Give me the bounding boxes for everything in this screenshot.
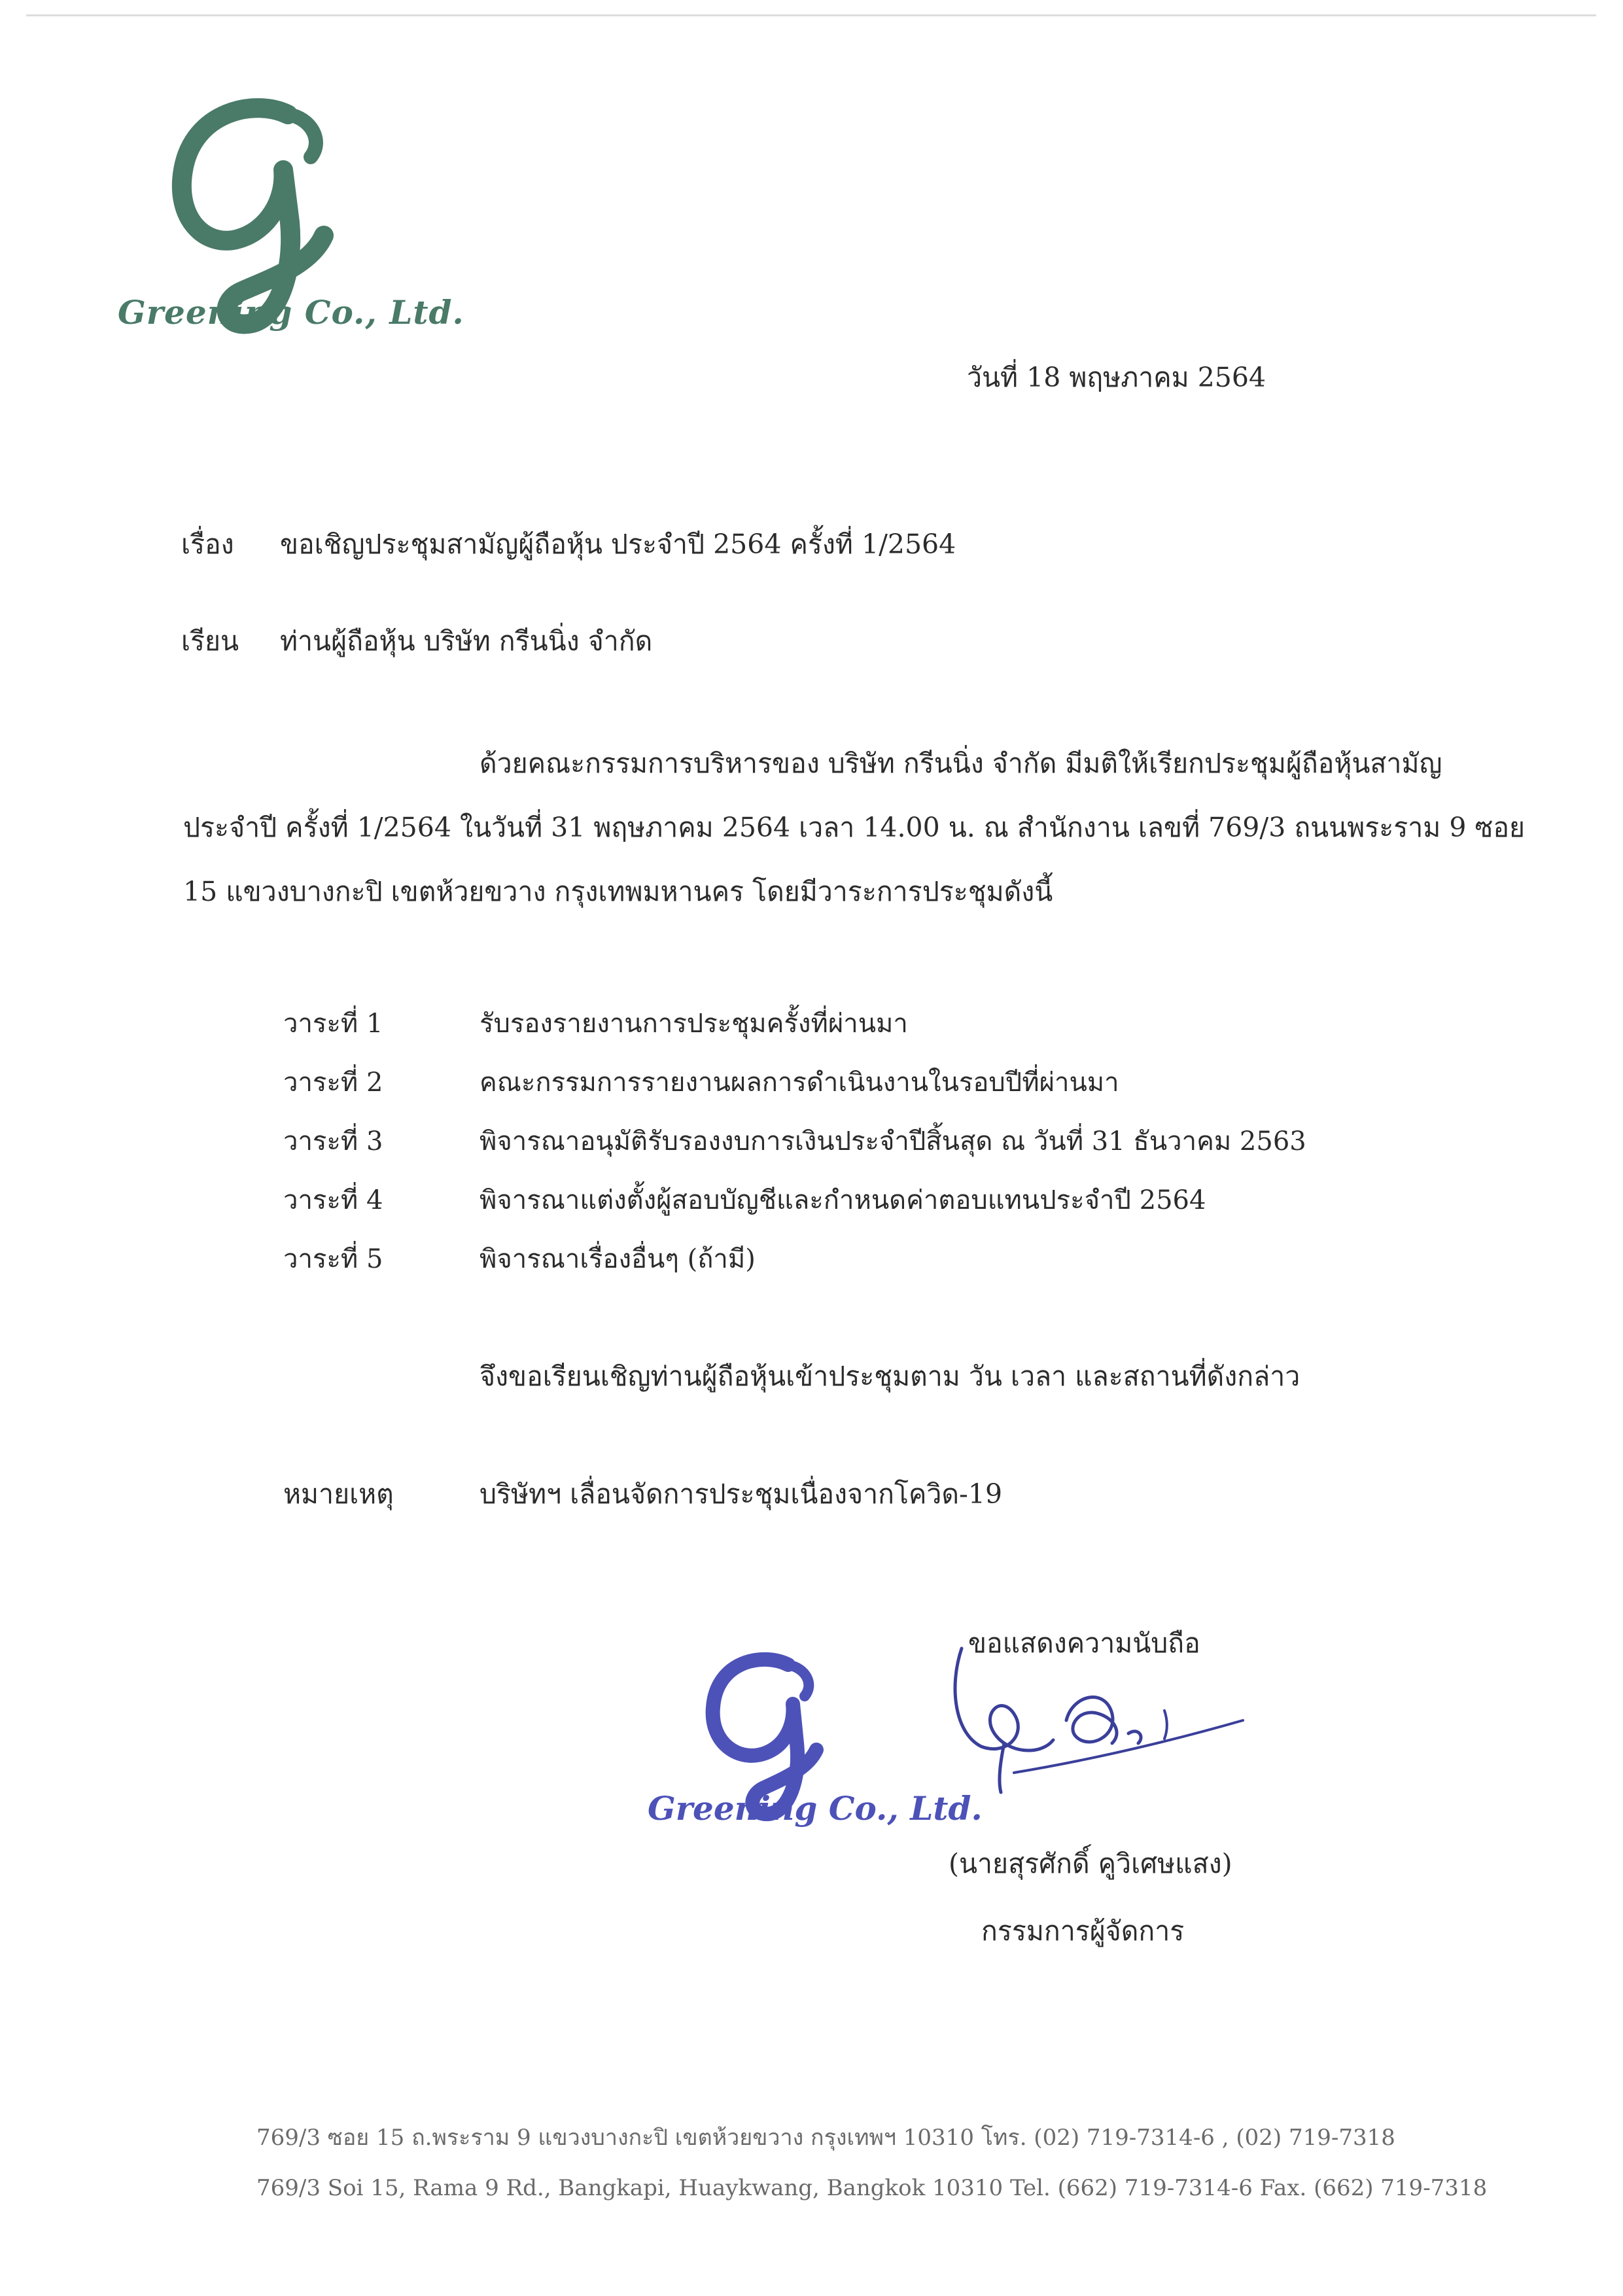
agenda-item-4-text: พิจารณาแต่งตั้งผู้สอบบัญชีและกำหนดค่าตอบแทนประจำปี 2564	[480, 1185, 1206, 1215]
subject-label: เรื่อง	[181, 529, 234, 560]
agenda-item-2-key: วาระที่ 2	[283, 1068, 383, 1098]
agenda-item-2-text: คณะกรรมการรายงานผลการดำเนินงานในรอบปีที่ผ่านมา	[480, 1068, 1119, 1098]
agenda-item-1-text: รับรองรายงานการประชุมครั้งที่ผ่านมา	[480, 1009, 908, 1039]
footer-address-english: 769/3 Soi 15, Rama 9 Rd., Bangkapi, Huaykwang, Bangkok 10310 Tel. (662) 719-7314-6 Fax. (662) 719-7318	[256, 2175, 1488, 2201]
note-text: บริษัทฯ เลื่อนจัดการประชุมเนื่องจากโควิด-19	[480, 1478, 1003, 1510]
subject-text: ขอเชิญประชุมสามัญผู้ถือหุ้น ประจำปี 2564 ครั้งที่ 1/2564	[280, 529, 956, 560]
agenda-item-5-key: วาระที่ 5	[283, 1244, 383, 1274]
agenda-item-4-key: วาระที่ 4	[283, 1185, 383, 1215]
signer-name: (นายสุรศักดิ์ คูวิเศษแสง)	[949, 1848, 1232, 1879]
letter-date: วันที่ 18 พฤษภาคม 2564	[967, 362, 1266, 393]
salutation-text: ท่านผู้ถือหุ้น บริษัท กรีนนิ่ง จำกัด	[280, 625, 653, 657]
agenda-item-5-text: พิจารณาเรื่องอื่นๆ (ถ้ามี)	[480, 1244, 756, 1274]
agenda-item-3-text: พิจารณาอนุมัติรับรองงบการเงินประจำปีสิ้นสุด ณ วันที่ 31 ธันวาคม 2563	[480, 1126, 1306, 1157]
company-brand-name: Greening Co., Ltd.	[118, 293, 464, 332]
invitation-text: จึงขอเรียนเชิญท่านผู้ถือหุ้นเข้าประชุมตาม วัน เวลา และสถานที่ดังกล่าว	[480, 1361, 1300, 1392]
closing-text: ขอแสดงความนับถือ	[968, 1627, 1200, 1659]
handwritten-signature	[942, 1622, 1269, 1818]
body-line-3: 15 แขวงบางกะปิ เขตห้วยขวาง กรุงเทพมหานคร โดยมีวาระการประชุมดังนี้	[183, 876, 1053, 907]
body-line-2: ประจำปี ครั้งที่ 1/2564 ในวันที่ 31 พฤษภาคม 2564 เวลา 14.00 น. ณ สำนักงาน เลขที่ 769/3 ถนนพระราม 9 ซอย	[183, 812, 1525, 843]
top-border-line	[26, 14, 1596, 16]
note-label: หมายเหตุ	[283, 1478, 394, 1510]
stamp-company-name: Greening Co., Ltd.	[648, 1789, 983, 1828]
signer-title: กรรมการผู้จัดการ	[981, 1915, 1185, 1947]
agenda-item-3-key: วาระที่ 3	[283, 1126, 383, 1157]
agenda-item-1-key: วาระที่ 1	[283, 1009, 383, 1039]
body-line-1: ด้วยคณะกรรมการบริหารของ บริษัท กรีนนิ่ง จำกัด มีมติให้เรียกประชุมผู้ถือหุ้นสามัญ	[480, 748, 1442, 779]
salutation-label: เรียน	[181, 625, 239, 657]
footer-address-thai: 769/3 ซอย 15 ถ.พระราม 9 แขวงบางกะปิ เขตห้วยขวาง กรุงเทพฯ 10310 โทร. (02) 719-7314-6 , (02) 719-7318	[256, 2125, 1395, 2151]
